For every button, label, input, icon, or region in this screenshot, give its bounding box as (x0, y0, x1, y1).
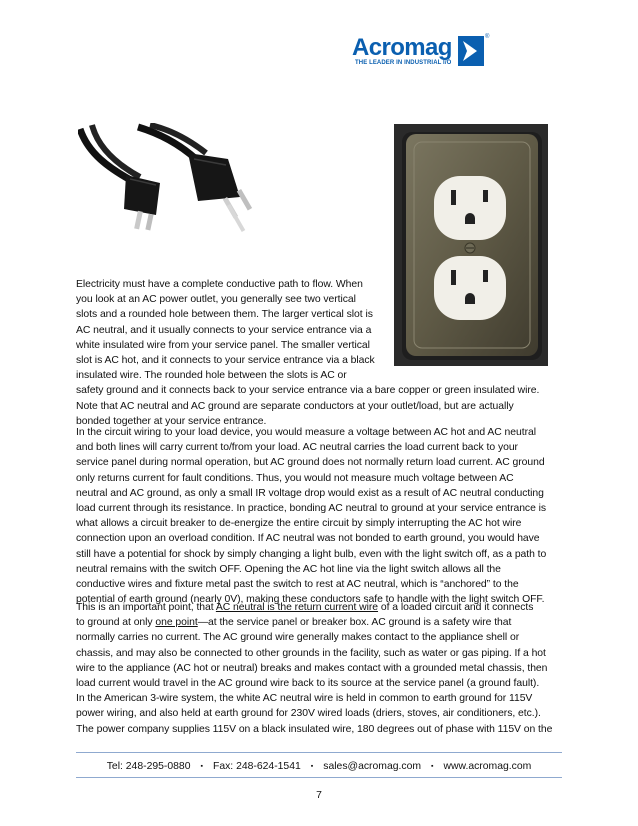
text-line: service panel during normal operation, but AC ground does not normally return load current. AC ground (76, 457, 545, 469)
text-line: slot is AC hot, and it connects to your service entrance via a black (76, 355, 375, 367)
footer-email-link[interactable]: sales@acromag.com (323, 761, 422, 772)
text-line: load current would travel in the AC ground wire back to its source at the service panel (a ground fault). (76, 678, 540, 690)
text-line: wire to the appliance (AC hot or neutral) breaks and makes contact with a grounded metal chassis, then (76, 662, 548, 674)
paragraph-ac-outlet-intro (76, 277, 562, 429)
text-run: This is an important point, that (76, 602, 216, 613)
footer-fax: Fax: 248-624-1541 (212, 761, 301, 772)
acromag-logo (352, 36, 492, 70)
text-run: —at the service panel or breaker box. AC ground is a safety wire that (197, 617, 512, 629)
text-run: to ground at only (76, 617, 156, 629)
text-line: you look at an AC power outlet, you generally see two vertical (76, 294, 356, 306)
paragraph-circuit-wiring (76, 425, 562, 607)
separator-icon: ▪ (310, 763, 314, 770)
ac-power-plugs-photo (78, 123, 278, 241)
text-line: In the circuit wiring to your load device, you would measure a voltage between AC hot and AC neutral (76, 427, 536, 438)
underlined-phrase: AC neutral is the return current wire (215, 602, 379, 613)
text-line: what allows a circuit breaker to de-energize the entire circuit by simply interrupting the AC hot wire (76, 518, 522, 530)
footer-phone: Tel: 248-295-0880 (106, 761, 191, 772)
separator-icon: ▪ (431, 763, 434, 770)
text-line: neutral remains with the switch OFF. Opening the AC hot line via the light switch allows all the (76, 563, 501, 575)
text-line: white insulated wire from your service panel. The smaller vertical (76, 339, 370, 351)
text-run: of a loaded circuit and it connects (378, 602, 534, 613)
separator-icon: ▪ (200, 763, 203, 770)
text-line: chassis, and may also be connected to other grounds in the facility, such as water or gas piping. If a hot (76, 647, 546, 659)
acromag-arrow-icon (458, 36, 484, 66)
text-line: neutral and AC ground, as only a small IR voltage drop would exist as a result of AC neutral conducting (76, 487, 544, 499)
footer-contact (76, 761, 562, 772)
text-line: safety ground and it connects back to your service entrance via a bare copper or green insulated wire. (76, 385, 540, 397)
text-line: Note that AC neutral and AC ground are separate conductors at your outlet/load, but are actually (76, 400, 514, 412)
text-line (76, 600, 562, 615)
text-line: Electricity must have a complete conductive path to flow. When (76, 279, 363, 290)
text-line: In the American 3-wire system, the white AC neutral wire is held in common to earth ground for 115V (76, 693, 533, 705)
text-line: still have a potential for shock by simply changing a light bulb, even with the light switch off, as a path to (76, 548, 547, 560)
text-line: load current through its resistance. In practice, bonding AC neutral to ground at your service entrance is (76, 503, 547, 515)
text-line: insulated wire. The rounded hole between the slots is AC or (76, 370, 347, 382)
text-line: The power company supplies 115V on a black insulated wire, 180 degrees out of phase with 115V on the (76, 723, 553, 735)
text-line: slots and a rounded hole between them. The larger vertical slot is (76, 309, 373, 321)
text-line: bonded together at your service entrance. (76, 415, 267, 427)
footer-top-rule (76, 752, 562, 753)
text-line (76, 615, 562, 630)
text-line: AC neutral, and it usually connects to your service entrance via a (76, 324, 372, 336)
text-line: conductive wires and fixture metal past the switch to rest at AC neutral, which is “anchored” to the (76, 579, 519, 591)
text-line: normally carries no current. The AC ground wire generally makes contact to the appliance shell or (76, 632, 520, 644)
text-line: and both lines will carry current to/from your load. AC neutral carries the load current back to your (76, 442, 518, 454)
page-number: 7 (316, 790, 322, 801)
footer-bottom-rule (76, 777, 562, 778)
text-line: only returns current for fault conditions. Thus, you would not measure much voltage between AC (76, 472, 514, 484)
paragraph-neutral-return (76, 600, 562, 737)
text-line: potential of earth ground (nearly 0V), making these conductors safe to handle with the light switch OFF. (76, 594, 545, 606)
registered-mark-icon: ® (485, 34, 490, 40)
logo-wordmark: Acromag (352, 34, 452, 61)
text-line: connection upon an overload condition. If AC neutral was not bonded to earth ground, you would have (76, 533, 540, 545)
text-line: power wiring, and also held at earth ground for 230V wired loads (driers, stoves, air conditioners, etc.). (76, 708, 541, 720)
footer-website-link[interactable]: www.acromag.com (443, 761, 532, 772)
logo-tagline: THE LEADER IN INDUSTRIAL I/O (355, 60, 452, 66)
underlined-phrase: one point (155, 617, 198, 629)
